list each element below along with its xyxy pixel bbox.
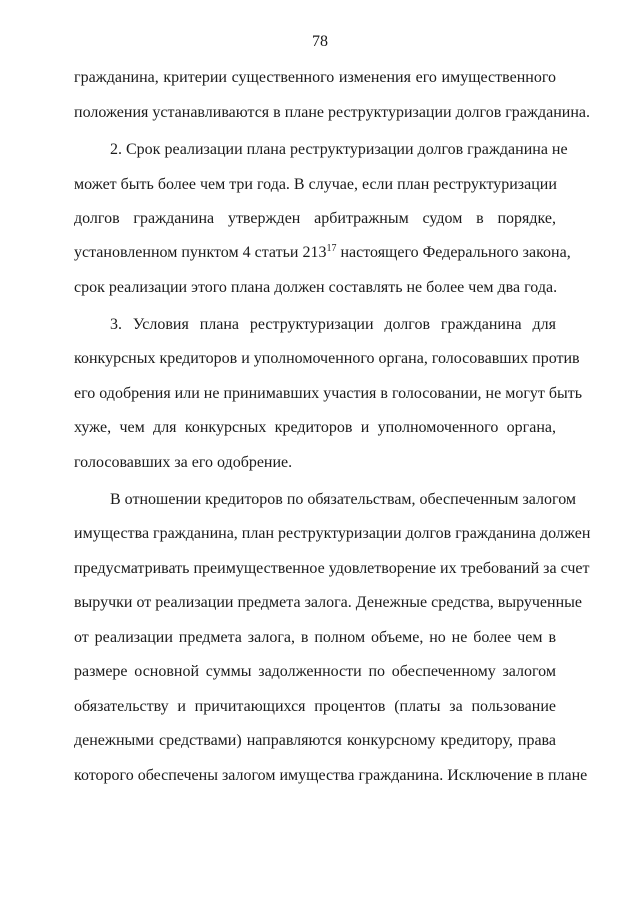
text-line: предусматривать преимущественное удовлетворение их требований за счет (74, 560, 590, 577)
text-line: 2. Срок реализации плана реструктуризации долгов гражданина не (110, 141, 568, 158)
text-line: гражданина, критерии существенного изменения его имущественного (74, 69, 556, 86)
text-line: имущества гражданина, план реструктуризации долгов гражданина должен (74, 525, 591, 542)
text-line: 3. Условия плана реструктуризации долгов гражданина для (110, 316, 556, 333)
text-line: от реализации предмета залога, в полном объеме, но не более чем в (74, 629, 556, 646)
text-line: денежными средствами) направляются конкурсному кредитору, права (74, 732, 556, 749)
text-line: В отношении кредиторов по обязательствам, обеспеченным залогом (110, 491, 577, 508)
text-line: долгов гражданина утвержден арбитражным судом в порядке, (74, 210, 556, 227)
text-segment: настоящего Федерального закона, (336, 244, 571, 261)
text-line: может быть более чем три года. В случае, если план реструктуризации (74, 176, 557, 193)
text-line: которого обеспечены залогом имущества гражданина. Исключение в плане (74, 767, 588, 784)
text-line: голосовавших за его одобрение. (74, 454, 293, 471)
text-line: конкурсных кредиторов и уполномоченного органа, голосовавших против (74, 350, 580, 367)
article-superscript: 17 (326, 243, 337, 254)
text-line: хуже, чем для конкурсных кредиторов и уполномоченного органа, (74, 419, 556, 436)
text-line: размере основной суммы задолженности по обеспеченному залогом (74, 663, 556, 680)
page-number: 78 (312, 33, 328, 50)
text-line: положения устанавливаются в плане реструктуризации долгов гражданина. (74, 104, 590, 121)
text-line: обязательству и причитающихся процентов (платы за пользование (74, 698, 556, 715)
text-line: срок реализации этого плана должен составлять не более чем два года. (74, 279, 558, 296)
text-line: его одобрения или не принимавших участия в голосовании, не могут быть (74, 385, 583, 402)
text-line: выручки от реализации предмета залога. Денежные средства, вырученные (74, 594, 583, 611)
text-line-with-superscript (74, 243, 571, 263)
text-segment: установленном пунктом 4 статьи 213 (74, 244, 327, 261)
